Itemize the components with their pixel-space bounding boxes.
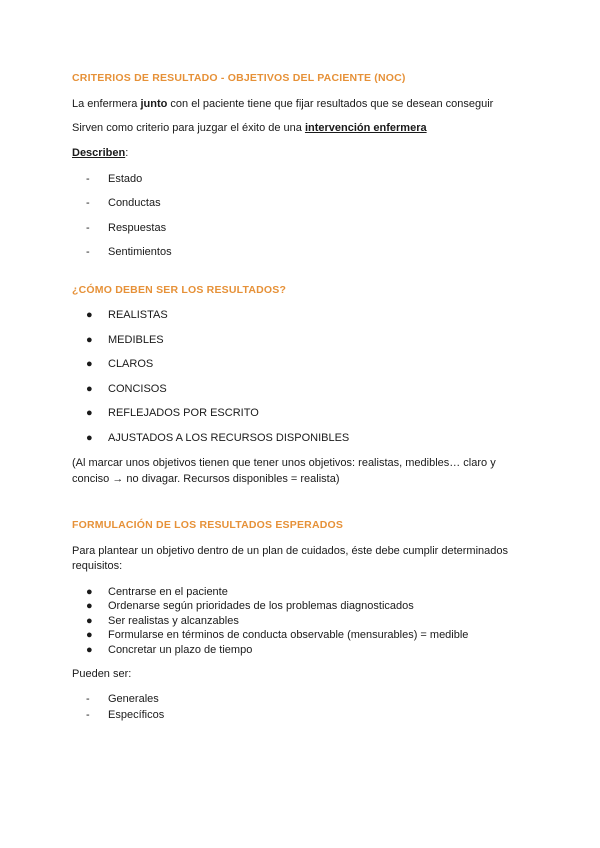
paragraph-junto (72, 97, 532, 112)
list-item (86, 221, 166, 235)
bullet-marker: ● (86, 383, 93, 395)
list-item-text: CONCISOS (108, 383, 167, 395)
bullet-marker: ● (86, 309, 93, 321)
list-item (86, 643, 252, 657)
list-item (86, 628, 468, 642)
list-item-text: Ser realistas y alcanzables (108, 615, 239, 627)
bullet-marker: ● (86, 358, 93, 370)
list-item-text: Concretar un plazo de tiempo (108, 644, 253, 656)
list-item-text: Respuestas (108, 222, 167, 234)
list-item-text: Generales (108, 693, 159, 705)
colon: : (125, 147, 129, 159)
list-item-text: CLAROS (108, 358, 154, 370)
list-item (86, 357, 153, 371)
describen-word: Describen (72, 147, 126, 159)
list-item-text: Estado (108, 173, 143, 185)
section-heading-como: ¿CÓMO DEBEN SER LOS RESULTADOS? (72, 284, 287, 296)
dash-marker: - (86, 197, 90, 209)
list-item (86, 196, 161, 210)
list-item-text: Formularse en términos de conducta observable (mensurables) = medible (108, 629, 469, 641)
paragraph-criterio (72, 121, 532, 136)
text: Sirven como criterio para juzgar el éxito de una (72, 122, 305, 134)
list-item-text: REALISTAS (108, 309, 168, 321)
list-item (86, 599, 414, 613)
note-paragraph: (Al marcar unos objetivos tienen que tener unos objetivos: realistas, medibles… claro y conciso → no divagar. Recursos disponibles = realista) (72, 457, 496, 485)
dash-marker: - (86, 222, 90, 234)
list-item (86, 614, 239, 628)
dash-marker: - (86, 173, 90, 185)
bold-junto: junto (140, 98, 168, 110)
intro-paragraph: Para plantear un objetivo dentro de un plan de cuidados, éste debe cumplir determinados requisitos: (72, 545, 509, 572)
list-item-text: Sentimientos (108, 246, 172, 258)
describen-label (72, 146, 532, 161)
bullet-marker: ● (86, 644, 93, 656)
list-item (86, 382, 167, 396)
list-item-text: Centrarse en el paciente (108, 586, 228, 598)
bullet-marker: ● (86, 615, 93, 627)
text: con el paciente tiene que fijar resultados que se desean conseguir (167, 98, 494, 110)
section-heading-criterios: CRITERIOS DE RESULTADO - OBJETIVOS DEL PACIENTE (NOC) (72, 72, 406, 84)
bullet-marker: ● (86, 600, 93, 612)
list-item (86, 333, 164, 347)
bullet-marker: ● (86, 432, 93, 444)
text: La enfermera (72, 98, 141, 110)
pueden-label: Pueden ser: (72, 668, 132, 680)
bullet-marker: ● (86, 334, 93, 346)
bullet-marker: ● (86, 407, 93, 419)
section-heading-formulacion: FORMULACIÓN DE LOS RESULTADOS ESPERADOS (72, 519, 344, 531)
bullet-marker: ● (86, 586, 93, 598)
list-item-text: REFLEJADOS POR ESCRITO (108, 407, 259, 419)
list-item-text: MEDIBLES (108, 334, 164, 346)
list-item-text: Ordenarse según prioridades de los problemas diagnosticados (108, 600, 414, 612)
list-item (86, 431, 349, 445)
list-item (86, 245, 172, 259)
dash-marker: - (86, 693, 90, 705)
list-item (86, 692, 159, 706)
bullet-marker: ● (86, 629, 93, 641)
dash-marker: - (86, 246, 90, 258)
list-item-text: AJUSTADOS A LOS RECURSOS DISPONIBLES (108, 432, 350, 444)
list-item (86, 172, 142, 186)
bold-intervencion: intervención enfermera (304, 122, 427, 134)
list-item-text: Específicos (108, 709, 165, 721)
list-item (86, 708, 164, 722)
list-item (86, 585, 228, 599)
list-item (86, 406, 259, 420)
dash-marker: - (86, 709, 90, 721)
list-item (86, 308, 168, 322)
list-item-text: Conductas (108, 197, 161, 209)
